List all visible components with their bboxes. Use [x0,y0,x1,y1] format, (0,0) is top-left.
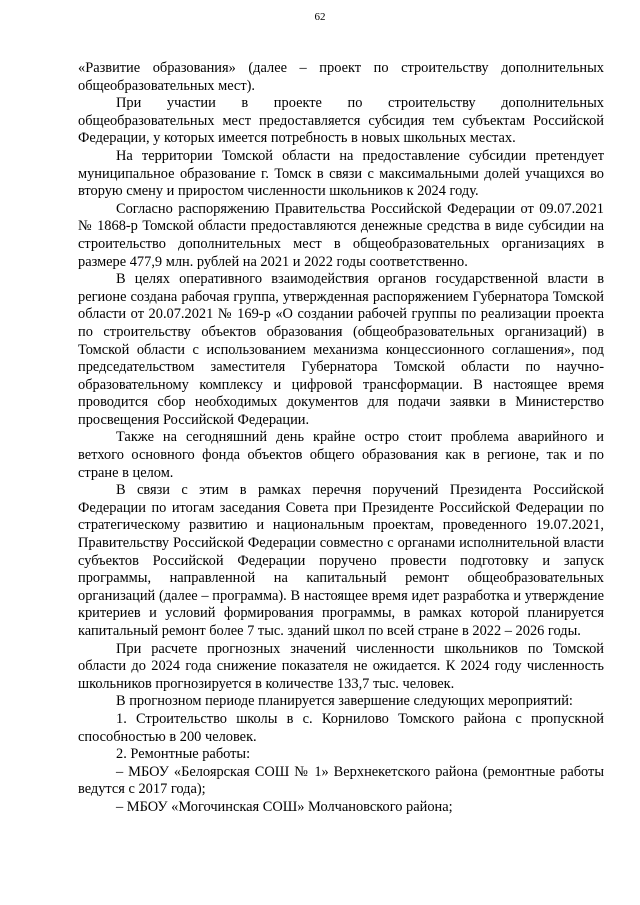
paragraph-tomsk-claim: На территории Томской области на предоставление субсидии претендует муниципальное образование г. Томск в связи с максимальными долей учащихся во вторую смену и приростом численности школьников к 2024 году. [78,147,604,200]
body-text [78,60,604,817]
list-item-repair-works: 2. Ремонтные работы: [116,746,251,763]
paragraph-presidential-instructions: В связи с этим в рамках перечня поручений Президента Российской Федерации по итогам заседания Совета при Президенте Российской Федерации по стратегическому развитию и национальным проектам, проведенного 19.07.2021, Правительству Российской Федерации совместно с органами исполнительной власти субъектов Российской Федерации поручено провести подготовку и запуск программы, направленной на капитальный ремонт общеобразовательных организаций (далее – программа). В настоящее время идет разработка и утверждение критериев и условий формирования программы, в рамках которой планируется капитальный ремонт более 7 тыс. зданий школ по всей стране в 2022 – 2026 годы. [78,482,604,639]
paragraph-planned-measures: В прогнозном периоде планируется завершение следующих мероприятий: [116,693,573,710]
paragraph-emergency-buildings: Также на сегодняшний день крайне остро стоит проблема аварийного и ветхого основного фонда объектов общего образования как в регионе, так и по стране в целом. [78,429,604,481]
paragraph-subsidy-participation: При участии в проекте по строительству дополнительных общеобразовательных мест предоставляется субсидия тем субъектам Российской Федерации, у которых имеется потребность в новых школьных местах. [78,95,604,147]
paragraph-continuation: «Развитие образования» (далее – проект по строительству дополнительных общеобразовательных мест). [78,60,604,94]
list-item-mogochinskaya-school: – МБОУ «Могочинская СОШ» Молчановского района; [116,798,453,815]
paragraph-forecast: При расчете прогнозных значений численности школьников по Томской области до 2024 года снижение показателя не ожидается. К 2024 году численность школьников прогнозируется в количестве 133,7 тыс. человек. [78,640,604,692]
list-item-school-construction: 1. Строительство школы в с. Корнилово Томского района с пропускной способностью в 200 человек. [78,710,604,745]
list-item-beloyarskaya-school: – МБОУ «Белоярская СОШ № 1» Верхнекетского района (ремонтные работы ведутся с 2017 года); [78,763,604,798]
page-number: 62 [314,11,326,23]
paragraph-working-group: В целях оперативного взаимодействия органов государственной власти в регионе создана рабочая группа, утвержденная распоряжением Губернатора Томской области от 20.07.2021 № 169-р «О создании рабочей группы по реализации проекта по строительству объектов образования (общеобразовательных организаций) в Томской области с использованием механизма концессионного соглашения», под председательством заместителя Губернатора Томской области по научно-образовательному комплексу и цифровой трансформации. В настоящее время проводится сбор необходимых документов для подачи заявки в Министерство просвещения Российской Федерации. [78,271,604,428]
paragraph-government-order: Согласно распоряжению Правительства Российской Федерации от 09.07.2021 № 1868-р Томской области предоставляются денежные средства в виде субсидии на строительство дополнительных мест в общеобразовательных организациях в размере 477,9 млн. рублей на 2021 и 2022 годы соответственно. [78,200,604,270]
